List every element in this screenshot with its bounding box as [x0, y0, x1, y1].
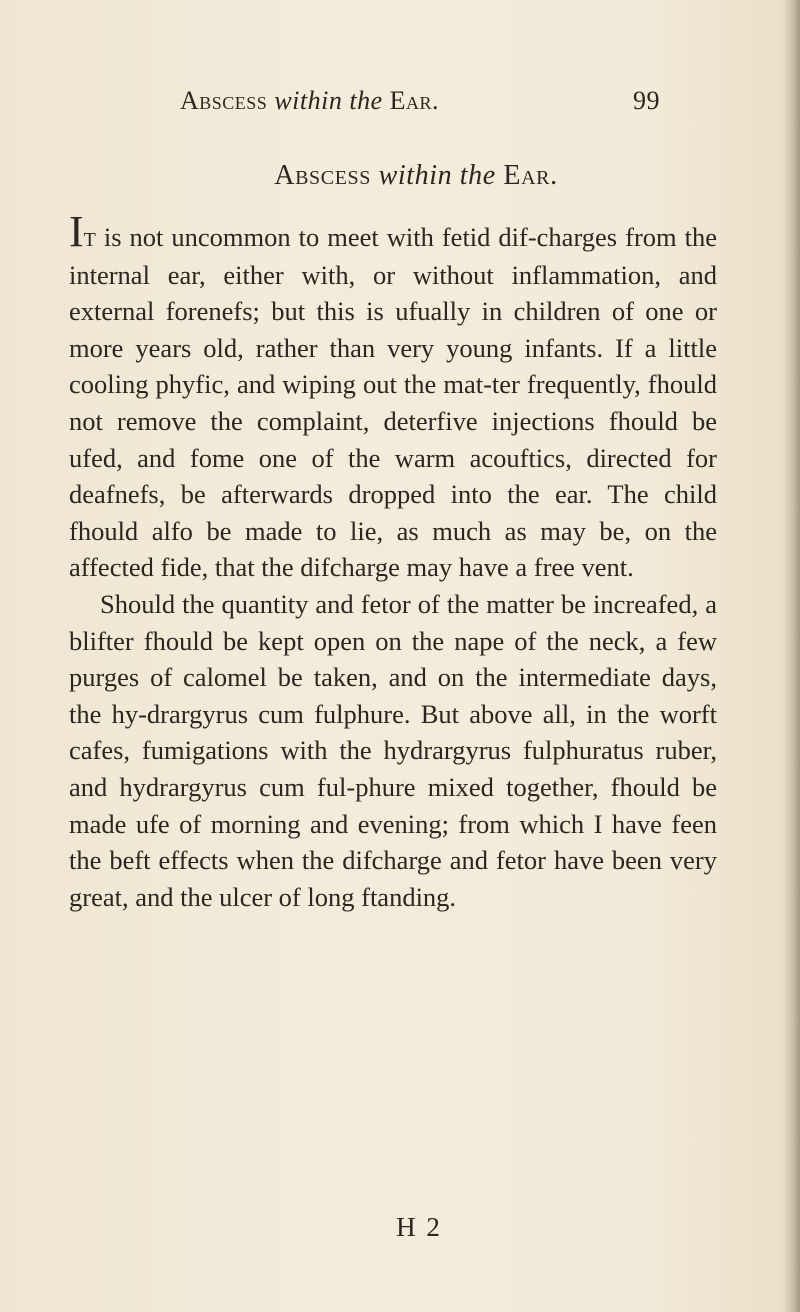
page-edge-shadow [782, 0, 800, 1312]
signature-mark: H 2 [396, 1212, 442, 1242]
initial-letter-rest: t [83, 222, 96, 253]
body-text [69, 207, 717, 915]
running-head-title: Abscess within the Ear. [180, 86, 439, 115]
initial-letter: I [69, 207, 84, 256]
paragraph-1 [69, 207, 717, 586]
section-heading: Abscess within the Ear. [274, 160, 558, 191]
page-number: 99 [633, 86, 660, 115]
paragraph-2: Should the quantity and fetor of the matter be increafed, a blifter fhould be kept open on the nape of the neck, a few purges of calomel be taken, and on the intermediate days, the hy-drargyrus cum fulphure. But above all, in the worft cafes, fumigations with the hydrargyrus fulphuratus ruber, and hydrargyrus cum ful-phure mixed together, fhould be made ufe of morning and evening; from which I have feen the beft effects when the difcharge and fetor have been very great, and the ulcer of long ftanding. [69, 588, 717, 912]
paragraph-1-text: is not uncommon to meet with fetid dif-charges from the internal ear, either with, or without inflammation, and external forenefs; but this is ufually in children of one or more years old, rather than very young infants. If a little cooling phyfic, and wiping out the mat-ter frequently, fhould not remove the complaint, deterfive injections fhould be ufed, and fome one of the warm acouftics, directed for deafnefs, be afterwards dropped into the ear. The child fhould alfo be made to lie, as much as may be, on the affected fide, that the difcharge may have a free vent. [69, 222, 717, 583]
running-head [180, 86, 660, 126]
